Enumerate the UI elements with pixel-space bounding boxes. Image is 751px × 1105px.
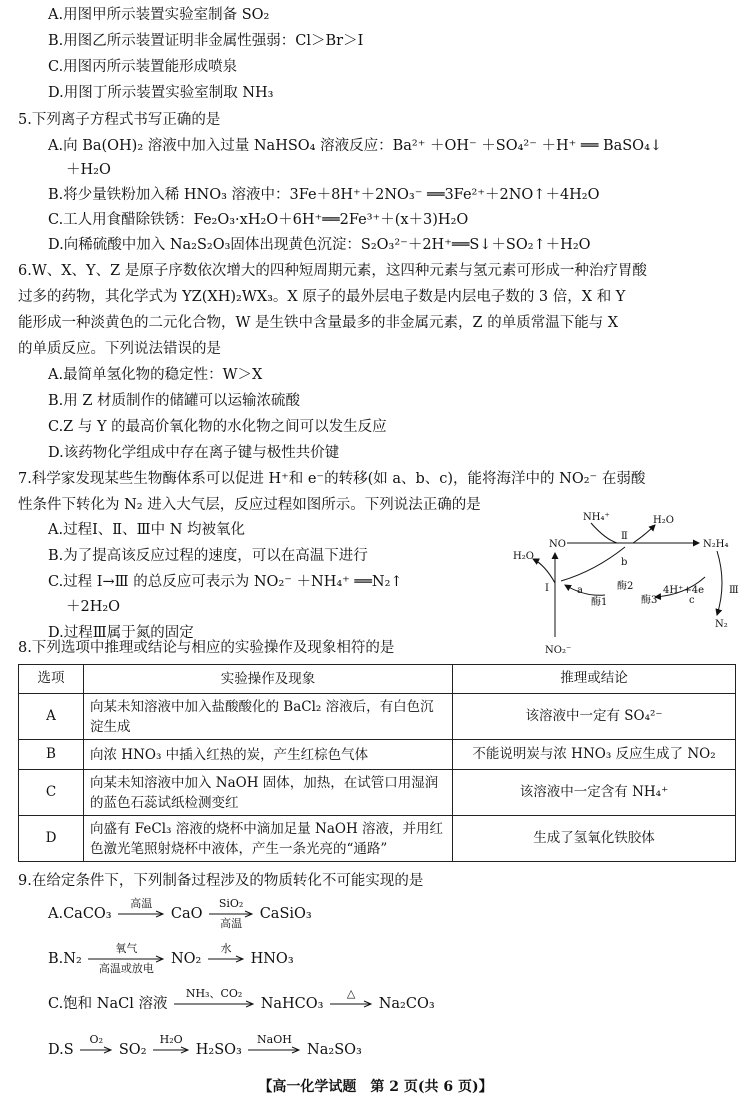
row-b-option: B [19,740,84,770]
enzyme2-label: 酶2 [617,581,634,592]
q4-option-d: D.用图丁所示装置实验室制取 NH₃ [48,85,274,101]
q6-option-c: C.Z 与 Y 的最高价氧化物的水化物之间可以发生反应 [48,419,387,435]
n2h4-label: N₂H₄ [703,539,729,550]
c-label: c [689,595,695,606]
q9-option-d [48,1034,362,1066]
h-e-label: 4H⁺+4e [663,585,705,596]
q9a-arrow2-top: SiO₂ [218,897,244,910]
q6-option-d: D.该药物化学组成中存在离子键与极性共价键 [48,445,340,461]
row-c-option: C [19,770,84,816]
row-a-conclusion: 该溶液中一定有 SO₄²⁻ [453,694,736,740]
q9a-arrow2 [207,898,255,930]
q6-stem-line4: 的单质反应。下列说法错误的是 [18,341,221,357]
q9d-arrow2-top: H₂O [159,1033,183,1046]
q6-stem-line3: 能形成一种淡黄色的二元化合物，W 是生铁中含量最多的非金属元素，Z 的单质常温下能与 X [18,315,619,331]
h2o-left-label: H₂O [513,551,534,562]
q9a-arrow1-bottom [116,918,166,930]
q9c-arrow2-bottom [328,1008,374,1020]
q9a-arrow1-top: 高温 [130,897,153,910]
n2-label: N₂ [715,619,728,630]
q9c-arrow2 [328,988,374,1020]
q9d-step1: SO₂ [118,1042,147,1058]
q9a-intermediate: CaO [170,906,203,922]
q9d-arrow3-top: NaOH [257,1033,292,1046]
q7-option-d: D.过程Ⅲ属于氮的固定 [48,625,194,641]
a-label: a [577,585,583,596]
q5-option-a: A.向 Ba(OH)₂ 溶液中加入过量 NaHSO₄ 溶液反应：Ba²⁺ ＋OH⁻ ＋SO₄²⁻ ＋H⁺ ══ BaSO₄↓ [48,138,663,154]
header-option: 选项 [19,665,84,694]
header-operation: 实验操作及现象 [84,665,453,694]
table-row [19,816,736,862]
q9b-product: HNO₃ [250,951,294,967]
row-d-conclusion: 生成了氢氧化铁胶体 [453,816,736,862]
q9c-arrow1-top: NH₃、CO₂ [185,987,243,1000]
q7-stem-line2: 性条件下转化为 N₂ 进入大气层，反应过程如图所示。下列说法正确的是 [18,497,481,513]
q9d-arrow2 [151,1034,191,1066]
q4-option-a: A.用图甲所示装置实验室制备 SO₂ [48,7,270,23]
q5-option-d: D.向稀硫酸中加入 Na₂S₂O₃固体出现黄色沉淀：S₂O₃²⁻＋2H⁺══S↓＋SO₂↑＋H₂O [48,237,591,253]
enzyme1-label: 酶1 [591,597,608,608]
q9b-arrow1 [86,943,166,975]
reaction-cycle-diagram [505,505,745,655]
row-d-operation: 向盛有 FeCl₃ 溶液的烧杯中滴加足量 NaOH 溶液，并用红色激光笔照射烧杯中液体，产生一条光亮的“通路” [84,816,453,862]
process-i-label: Ⅰ [545,583,549,594]
header-conclusion: 推理或结论 [453,665,736,694]
q9c-product: Na₂CO₃ [378,996,435,1012]
q6-option-b: B.用 Z 材质制作的储罐可以运输浓硫酸 [48,393,301,409]
q9-option-b [48,943,294,975]
q9c-arrow2-top: △ [346,987,356,1000]
h2o-top-label: H₂O [653,515,674,526]
q9a-arrow2-bottom: 高温 [220,917,243,930]
q4-option-c: C.用图丙所示装置能形成喷泉 [48,59,238,75]
row-b-conclusion: 不能说明炭与浓 HNO₃ 反应生成了 NO₂ [453,740,736,770]
q9a-product: CaSiO₃ [259,906,312,922]
no2-label: NO₂⁻ [545,645,572,655]
q9-stem: 9.在给定条件下，下列制备过程涉及的物质转化不可能实现的是 [18,873,424,889]
q9d-arrow3 [246,1034,302,1066]
q4-option-b: B.用图乙所示装置证明非金属性强弱：Cl＞Br＞I [48,33,364,49]
q6-stem-line1: 6.W、X、Y、Z 是原子序数依次增大的四种短周期元素，这四种元素与氢元素可形成一种治疗胃酸 [18,263,647,279]
q9b-reactant: B.N₂ [48,951,82,967]
q9c-arrow1 [172,988,256,1020]
table-row [19,694,736,740]
table-header-row [19,665,736,694]
q5-option-c: C.工人用食醋除铁锈：Fe₂O₃·xH₂O＋6H⁺══2Fe³⁺＋(x＋3)H₂O [48,212,469,228]
row-a-operation: 向某未知溶液中加入盐酸酸化的 BaCl₂ 溶液后，有白色沉淀生成 [84,694,453,740]
q5-option-b: B.将少量铁粉加入稀 HNO₃ 溶液中：3Fe＋8H⁺＋2NO₃⁻ ══3Fe²⁺＋2NO↑＋4H₂O [48,187,600,203]
q9b-arrow2 [206,943,246,975]
q9c-intermediate: NaHCO₃ [260,996,324,1012]
q7-option-a: A.过程Ⅰ、Ⅱ、Ⅲ中 N 均被氧化 [48,522,246,538]
q9d-step2: H₂SO₃ [195,1042,242,1058]
row-d-option: D [19,816,84,862]
q9-option-a [48,898,312,930]
q9c-arrow1-bottom [172,1008,256,1020]
q9b-arrow2-top: 水 [220,942,232,955]
q9b-arrow2-bottom [206,963,246,975]
q8-stem: 8.下列选项中推理或结论与相应的实验操作及现象相符的是 [18,640,395,656]
q9b-arrow1-top: 氧气 [115,942,138,955]
q7-option-c: C.过程 Ⅰ→Ⅲ 的总反应可表示为 NO₂⁻ ＋NH₄⁺ ══N₂↑ [48,574,403,590]
q7-option-c-cont: ＋2H₂O [66,599,121,615]
q5-stem: 5.下列离子方程式书写正确的是 [18,112,221,128]
table-row [19,770,736,816]
q6-option-a: A.最简单氢化物的稳定性：W＞X [48,367,263,383]
q9b-intermediate: NO₂ [170,951,202,967]
q7-stem-line1: 7.科学家发现某些生物酶体系可以促进 H⁺和 e⁻的转移(如 a、b、c)，能将海洋中的 NO₂⁻ 在弱酸 [18,471,646,487]
b-label: b [621,557,628,568]
q9a-reactant: A.CaCO₃ [48,906,112,922]
row-b-operation: 向浓 HNO₃ 中插入红热的炭，产生红棕色气体 [84,740,453,770]
process-ii-label: Ⅱ [621,531,628,542]
q9b-arrow1-bottom: 高温或放电 [98,962,154,975]
q5-option-a-cont: ＋H₂O [66,162,111,178]
nh4-label: NH₄⁺ [583,512,610,523]
q9a-arrow1 [116,898,166,930]
no-label: NO [549,539,566,550]
q9d-reactant: D.S [48,1042,74,1058]
q9c-reactant: C.饱和 NaCl 溶液 [48,996,168,1012]
q6-stem-line2: 过多的药物，其化学式为 YZ(XH)₂WX₃。X 原子的最外层电子数是内层电子数的 3 倍，X 和 Y [18,289,626,305]
q9d-arrow1 [78,1034,114,1066]
row-a-option: A [19,694,84,740]
process-iii-label: Ⅲ [729,585,739,596]
row-c-operation: 向某未知溶液中加入 NaOH 固体，加热，在试管口用湿润的蓝色石蕊试纸检测变红 [84,770,453,816]
q7-option-b: B.为了提高该反应过程的速度，可以在高温下进行 [48,548,368,564]
row-c-conclusion: 该溶液中一定含有 NH₄⁺ [453,770,736,816]
page-footer: 【高一化学试题 第 2 页(共 6 页)】 [258,1079,493,1095]
q9d-product: Na₂SO₃ [307,1042,362,1058]
q9-option-c [48,988,435,1020]
table-row [19,740,736,770]
enzyme3-label: 酶3 [641,595,658,606]
experiment-table [18,664,736,862]
q9d-arrow1-top: O₂ [89,1033,103,1046]
